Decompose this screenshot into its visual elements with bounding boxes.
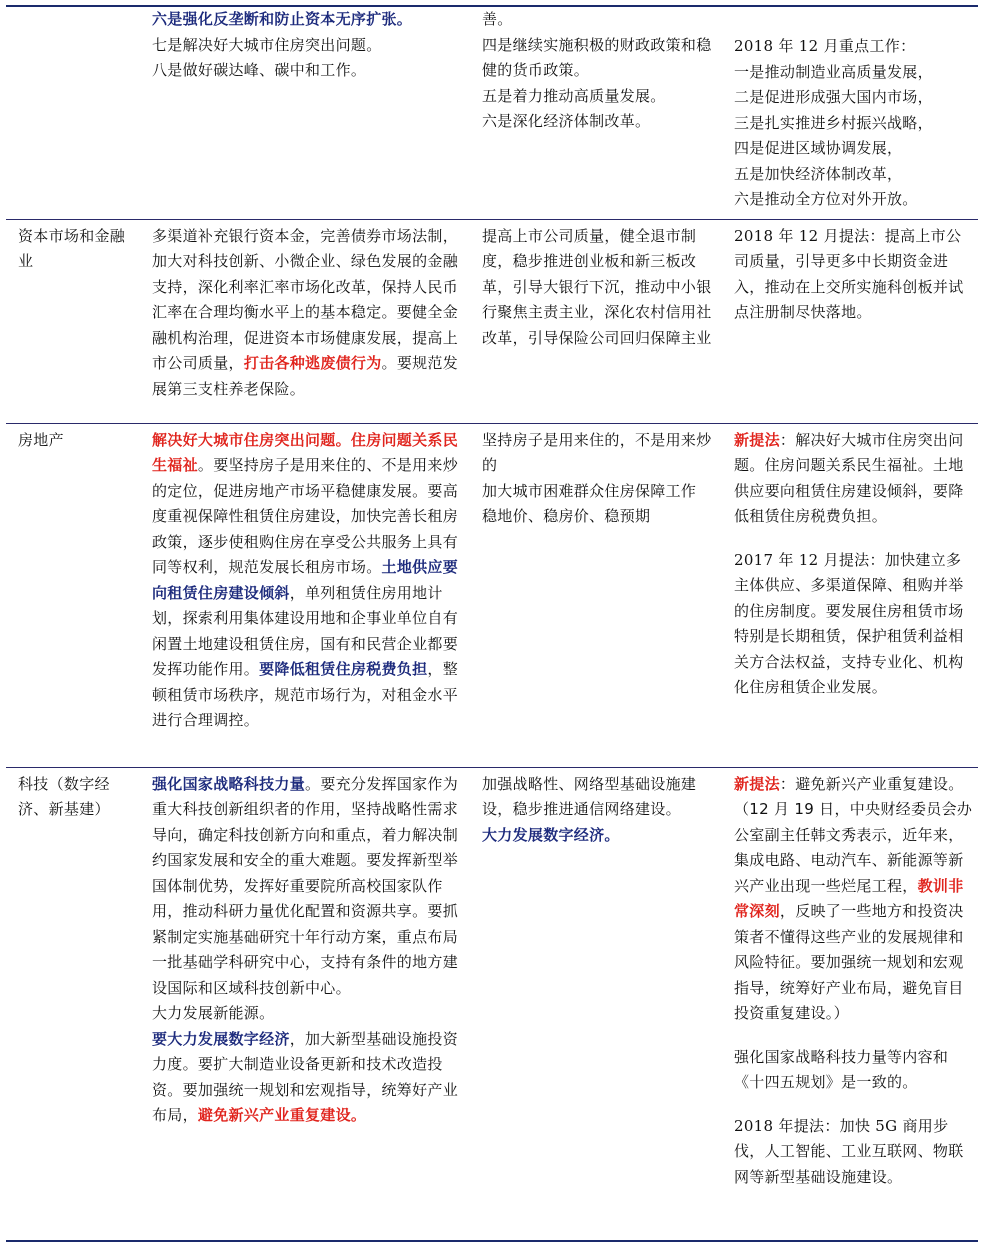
item: 稳地价、稳房价、稳预期 bbox=[482, 507, 651, 525]
text: ，加大新型基础设施投资力度。要扩大制造业设备更新和技术改造投资。要加强统一规划和宏观指导，统筹好产业布局， bbox=[152, 1029, 459, 1124]
col-2020-content bbox=[470, 7, 724, 219]
text: 加强战略性、网络型基础设施建设，稳步推进通信网络建设。 bbox=[482, 774, 697, 818]
row-category-empty bbox=[6, 7, 138, 219]
highlight-red: 避免新兴产业重复建设。 bbox=[197, 1106, 367, 1124]
col-2021-content bbox=[138, 767, 470, 1196]
text: 。要坚持房子是用来住的、不是用来炒的定位，促进房地产市场平稳健康发展。要高度重视保障性租赁住房建设，加快完善长租房政策，逐步使租购住房在享受公共服务上具有同等权利，规范发展长租房市场。 bbox=[152, 456, 459, 576]
table-row-technology bbox=[6, 767, 978, 1196]
item-continued: 善。 bbox=[482, 10, 513, 28]
heading-2018-tasks: 2018 年 12 月重点工作： bbox=[734, 37, 916, 55]
table-row-real-estate bbox=[6, 423, 978, 767]
highlight-red: 解决好大城市住房突出问题。住房问题关系民生福祉 bbox=[152, 430, 459, 474]
col-2021-content bbox=[138, 423, 470, 767]
col-2018-content bbox=[724, 423, 978, 767]
col-2020-content bbox=[470, 423, 724, 767]
task-4: 四是促进区域协调发展， bbox=[734, 139, 903, 157]
policy-comparison-table bbox=[6, 7, 978, 1196]
col-2021-content bbox=[138, 7, 470, 219]
row-category: 科技（数字经济、新基建） bbox=[18, 774, 110, 818]
text: ，单列租赁住房用地计划，探索利用集体建设用地和企事业单位自有闲置土地建设租赁住房，国有和民营企业都要发挥功能作用。 bbox=[152, 583, 459, 678]
text: ，整顿租赁市场秩序，规范市场行为，对租金水平进行合理调控。 bbox=[152, 660, 459, 729]
text: ：避免新兴产业重复建设。 bbox=[779, 774, 964, 793]
col-2018-content bbox=[724, 767, 978, 1196]
col-2018-content: 2018 年 12 月提法：提高上市公司质量，引导更多中长期资金进入，推动在上交所实施科创板并试点注册制尽快落地。 bbox=[734, 226, 964, 321]
col-2018-content bbox=[724, 7, 978, 219]
item: 加大城市困难群众住房保障工作 bbox=[482, 481, 697, 500]
highlight-bold: 大力发展数字经济。 bbox=[482, 825, 620, 844]
col-2020-content: 提高上市公司质量，健全退市制度，稳步推进创业板和新三板改革，引导大银行下沉，推动中小银行聚焦主责主业，深化农村信用社改革，引导保险公司回归保障主业 bbox=[482, 226, 712, 347]
table-bottom-rule bbox=[6, 1240, 978, 1242]
text: 多渠道补充银行资本金，完善债券市场法制，加大对科技创新、小微企业、绿色发展的金融支持，深化利率汇率市场化改革，保持人民币汇率在合理均衡水平上的基本稳定。要健全金融机构治理，促进资本市场健康发展，提高上市公司质量， bbox=[152, 226, 459, 372]
new-wording-label: 新提法 bbox=[734, 430, 780, 449]
item-quality-growth: 五是着力推动高质量发展。 bbox=[482, 86, 666, 105]
item-carbon: 八是做好碳达峰、碳中和工作。 bbox=[152, 61, 367, 79]
text-2017: 2017 年 12 月提法：加快建立多主体供应、多渠道保障、租购并举的住房制度。要发展住房租赁市场特别是长期租赁，保护租赁利益相关方合法权益，支持专业化、机构化住房租赁企业发展。 bbox=[734, 550, 964, 696]
task-1: 一是推动制造业高质量发展， bbox=[734, 62, 933, 81]
row-category: 资本市场和金融业 bbox=[18, 226, 126, 270]
item-antitrust: 六是强化反垄断和防止资本无序扩张。 bbox=[152, 10, 413, 28]
text-2018: 2018 年提法：加快 5G 商用步伐，人工智能、工业互联网、物联网等新型基础设施建设。 bbox=[734, 1116, 964, 1186]
item-housing: 七是解决好大城市住房突出问题。 bbox=[152, 35, 382, 54]
text: ，反映了一些地方和投资决策者不懂得这些产业的发展规律和风险特征。要加强统一规划和宏观指导，统筹好产业布局，避免盲目投资重复建设。） bbox=[734, 902, 964, 1022]
task-6: 六是推动全方位对外开放。 bbox=[734, 190, 918, 208]
task-2: 二是促进形成强大国内市场， bbox=[734, 88, 933, 106]
highlight-bold: 强化国家战略科技力量 bbox=[152, 774, 306, 793]
table-row-continued bbox=[6, 7, 978, 219]
text: 。要规范发展第三支柱养老保险。 bbox=[152, 354, 459, 398]
text: ：解决好大城市住房突出问题。住房问题关系民生福祉。土地供应要向租赁住房建设倾斜，要降低租赁住房税费负担。 bbox=[734, 430, 964, 525]
col-2020-content bbox=[470, 767, 724, 1196]
highlight-red: 打击各种逃废债行为 bbox=[243, 354, 382, 372]
table-row-capital-market bbox=[6, 219, 978, 423]
col-2021-content bbox=[138, 219, 470, 423]
highlight-red: 教训非常深刻 bbox=[734, 876, 964, 920]
text: （12 月 19 日，中央财经委员会办公室副主任韩文秀表示，近年来，集成电路、电动汽车、新能源等新兴产业出现一些烂尾工程， bbox=[734, 800, 973, 895]
task-3: 三是扎实推进乡村振兴战略， bbox=[734, 113, 933, 132]
highlight-bold: 要大力发展数字经济 bbox=[152, 1029, 290, 1048]
item: 坚持房子是用来住的，不是用来炒的 bbox=[482, 430, 712, 474]
new-wording-label: 新提法 bbox=[734, 774, 780, 793]
text: 。要充分发挥国家作为重大科技创新组织者的作用，坚持战略性需求导向，确定科技创新方向和重点，着力解决制约国家发展和安全的重大难题。要发挥新型举国体制优势，发挥好重要院所高校国家队作用，推动科研力量优化配置和资源共享。要抓紧制定实施基础研究十年行动方案，重点布局一批基础学科研究中心，支持有条件的地方建设国际和区域科技创新中心。 bbox=[152, 774, 459, 997]
highlight-bold: 要降低租赁住房税费负担 bbox=[259, 660, 428, 678]
item-fiscal-monetary: 四是继续实施积极的财政政策和稳健的货币政策。 bbox=[482, 35, 712, 79]
highlight-bold: 土地供应要向租赁住房建设倾斜 bbox=[152, 558, 459, 602]
item-reform: 六是深化经济体制改革。 bbox=[482, 112, 651, 130]
text: 大力发展新能源。 bbox=[152, 1004, 275, 1022]
row-category: 房地产 bbox=[18, 430, 64, 449]
text: 强化国家战略科技力量等内容和《十四五规划》是一致的。 bbox=[734, 1047, 949, 1091]
task-5: 五是加快经济体制改革， bbox=[734, 164, 903, 183]
